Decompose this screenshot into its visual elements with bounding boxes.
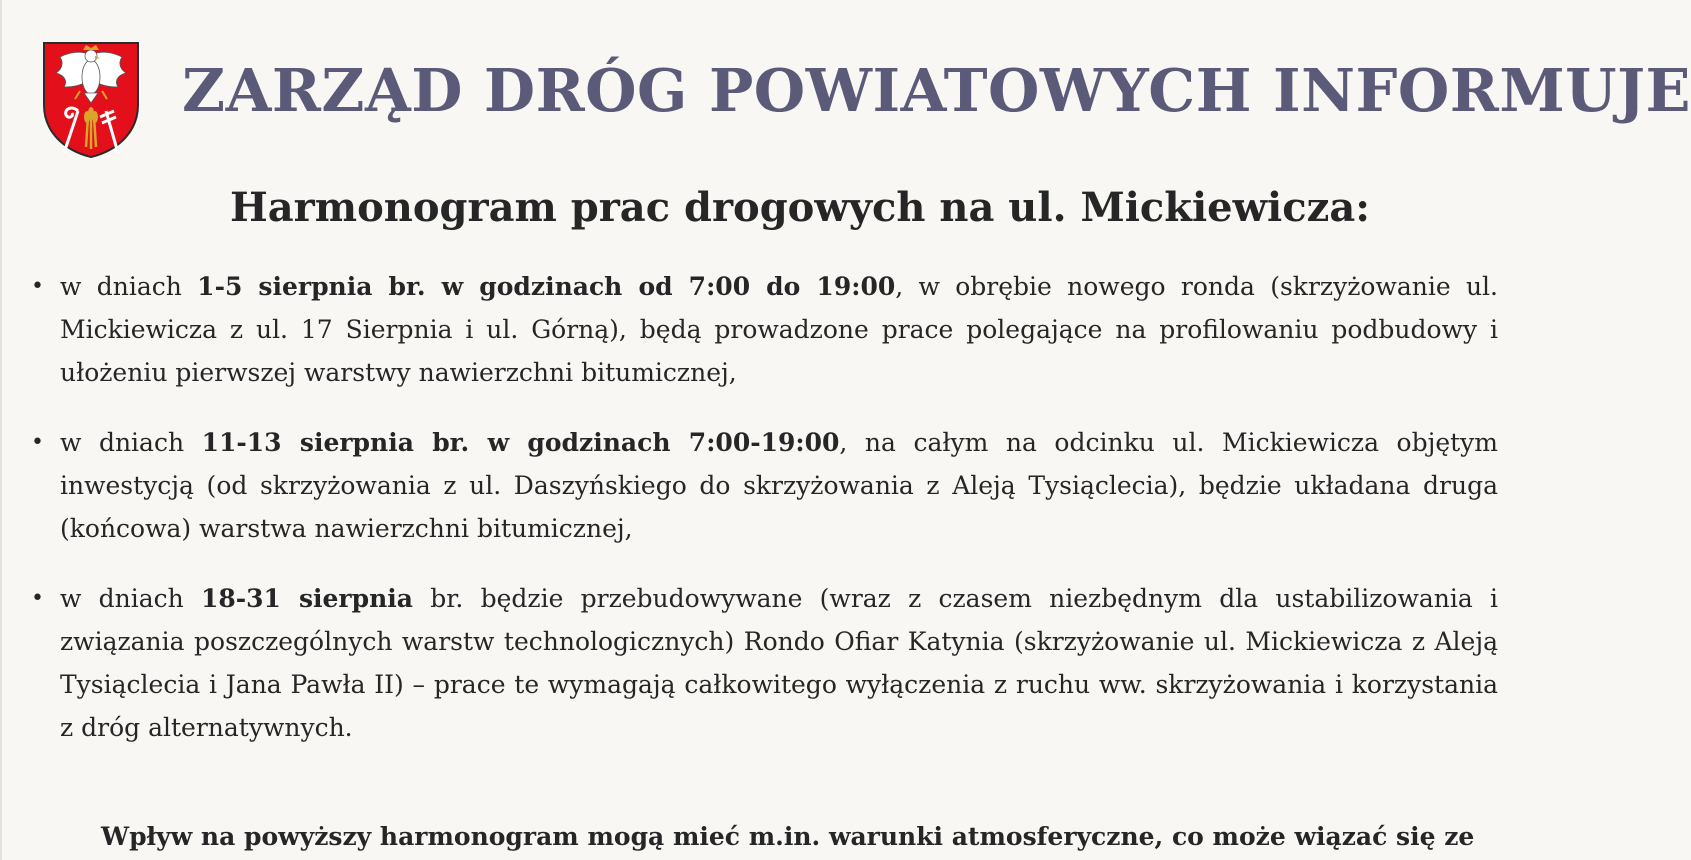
closing-note: Wpływ na powyższy harmonogram mogą mieć m.in. warunki atmosferyczne, co może wiązać się ze (101, 822, 1475, 851)
item-lead: w dniach (60, 272, 198, 301)
item-date-range: 11-13 sierpnia br. w godzinach 7:00-19:00 (201, 428, 840, 457)
item-date-range: 1-5 sierpnia br. w godzinach od 7:00 do 19:00 (197, 272, 896, 301)
item-description: br. będzie przebudowywane (wraz z czasem niezbędnym dla ustabilizowania i związania poszczególnych warstw technologicznych) Rondo Ofiar Katynia (skrzyżowanie ul. Mickiewicza z Aleją Tysiąclecia i Jana Pawła II) – prace te wymagają całkowitego wyłączenia z ruchu ww. skrzyżowania i korzystania z dróg alternatywnych. (60, 584, 1498, 742)
item-lead: w dniach (60, 428, 202, 457)
schedule-subtitle: Harmonogram prac drogowych na ul. Mickiewicza: (229, 184, 1371, 231)
list-item (60, 577, 1498, 749)
list-item (60, 265, 1498, 394)
schedule-list (60, 265, 1498, 776)
page-edge-divider (0, 0, 2, 860)
item-description: , w obrębie nowego ronda (skrzyżowanie ul. Mickiewicza z ul. 17 Sierpnia i ul. Górną), będą prowadzone prace polegające na profilowaniu podbudowy i ułożeniu pierwszej warstwy nawierzchni bitumicznej, (60, 272, 1498, 387)
page-headline: ZARZĄD DRÓG POWIATOWYCH INFORMUJE (182, 56, 1691, 125)
item-date-range: 18-31 sierpnia (201, 584, 413, 613)
list-item (60, 421, 1498, 550)
item-description: , na całym na odcinku ul. Mickiewicza objętym inwestycją (od skrzyżowania z ul. Daszyńskiego do skrzyżowania z Aleją Tysiąclecia), będzie układana druga (końcowa) warstwa nawierzchni bitumicznej, (60, 428, 1499, 543)
coat-of-arms-icon (42, 41, 140, 159)
item-lead: w dniach (60, 584, 201, 613)
